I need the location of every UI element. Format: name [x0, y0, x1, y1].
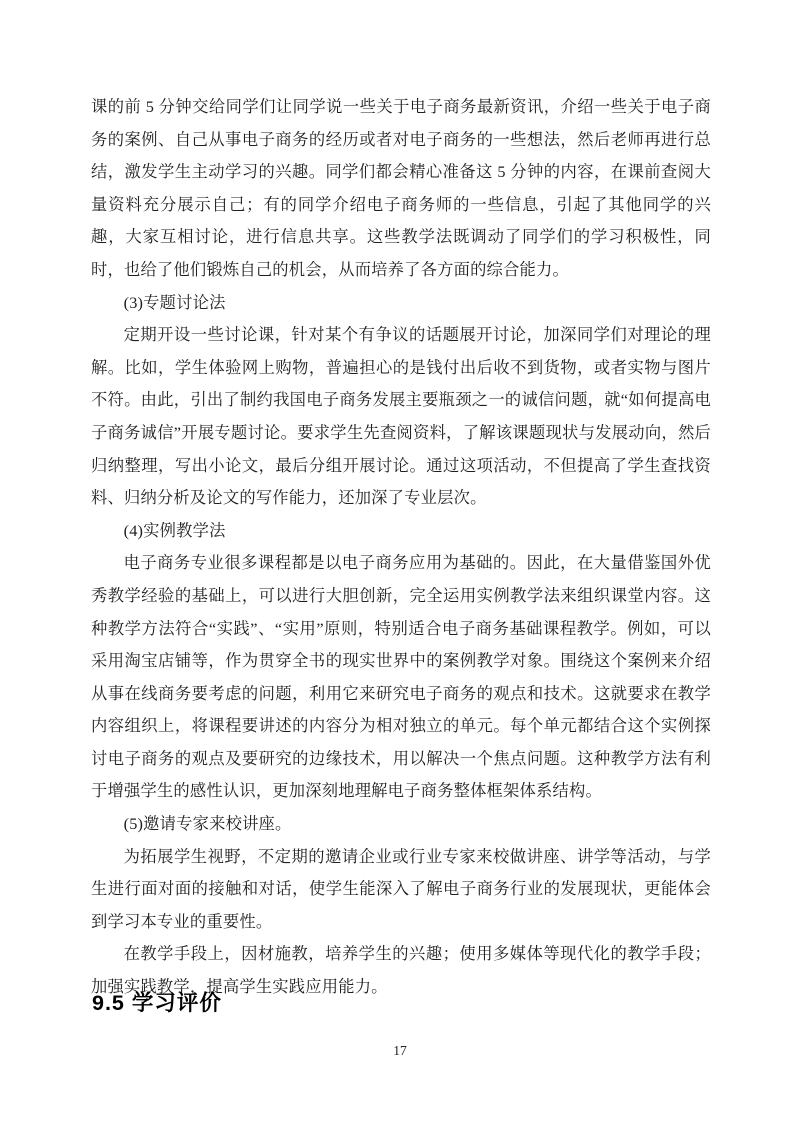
document-body [91, 91, 711, 1004]
page-number: 17 [393, 1043, 407, 1058]
list-item-heading-3: (3)专题讨论法 [123, 292, 226, 312]
paragraph-case-teaching-method: 电子商务专业很多课程都是以电子商务应用为基础的。因此，在大量借鉴国外优秀教学经验的基础上，可以进行大胆创新，完全运用实例教学法来组织课堂内容。这种教学方法符合“实践”、“实用”原则，特别适合电子商务基础课程教学。例如，可以采用淘宝店铺等，作为贯穿全书的现实世界中的案例教学对象。围绕这个案例来介绍从事在线商务要考虑的问题，利用它来研究电子商务的观点和技术。这就要求在教学内容组织上，将课程要讲述的内容分为相对独立的单元。每个单元都结合这个实例探讨电子商务的观点及要研究的边缘技术，用以解决一个焦点问题。这种教学方法有利于增强学生的感性认识，更加深刻地理解电子商务整体框架体系结构。 [91, 553, 711, 801]
list-item-heading-5: (5)邀请专家来校讲座。 [123, 814, 292, 834]
paragraph-topic-discussion-method: 定期开设一些讨论课，针对某个有争议的话题展开讨论，加深同学们对理论的理解。比如，学生体验网上购物，普遍担心的是钱付出后收不到货物，或者实物与图片不符。由此，引出了制约我国电子商务发展主要瓶颈之一的诚信问题，就“如何提高电子商务诚信”开展专题讨论。要求学生先查阅资料，了解该课题现状与发展动向，然后归纳整理，写出小论文，最后分组开展讨论。通过这项活动，不但提高了学生查找资料、归纳分析及论文的写作能力，还加深了专业层次。 [91, 325, 711, 508]
paragraph-teaching-means: 在教学手段上，因材施教，培养学生的兴趣；使用多媒体等现代化的教学手段；加强实践教学，提高学生实践应用能力。 [91, 944, 711, 997]
paragraph-expert-lectures: 为拓展学生视野，不定期的邀请企业或行业专家来校做讲座、讲学等活动，与学生进行面对面的接触和对话，使学生能深入了解电子商务行业的发展现状，更能体会到学习本专业的重要性。 [91, 846, 711, 931]
section-heading: 9.5 学习评价 [92, 991, 222, 1015]
list-item-heading-4: (4)实例教学法 [123, 520, 226, 540]
paragraph-continuation: 课的前 5 分钟交给同学们让同学说一些关于电子商务最新资讯，介绍一些关于电子商务的案例、自己从事电子商务的经历或者对电子商务的一些想法，然后老师再进行总结，激发学生主动学习的兴趣。同学们都会精心准备这 5 分钟的内容，在课前查阅大量资料充分展示自己；有的同学介绍电子商务师的一些信息，引起了其他同学的兴趣，大家互相讨论，进行信息共享。这些教学法既调动了同学们的学习积极性，同时，也给了他们锻炼自己的机会，从而培养了各方面的综合能力。 [91, 97, 711, 279]
